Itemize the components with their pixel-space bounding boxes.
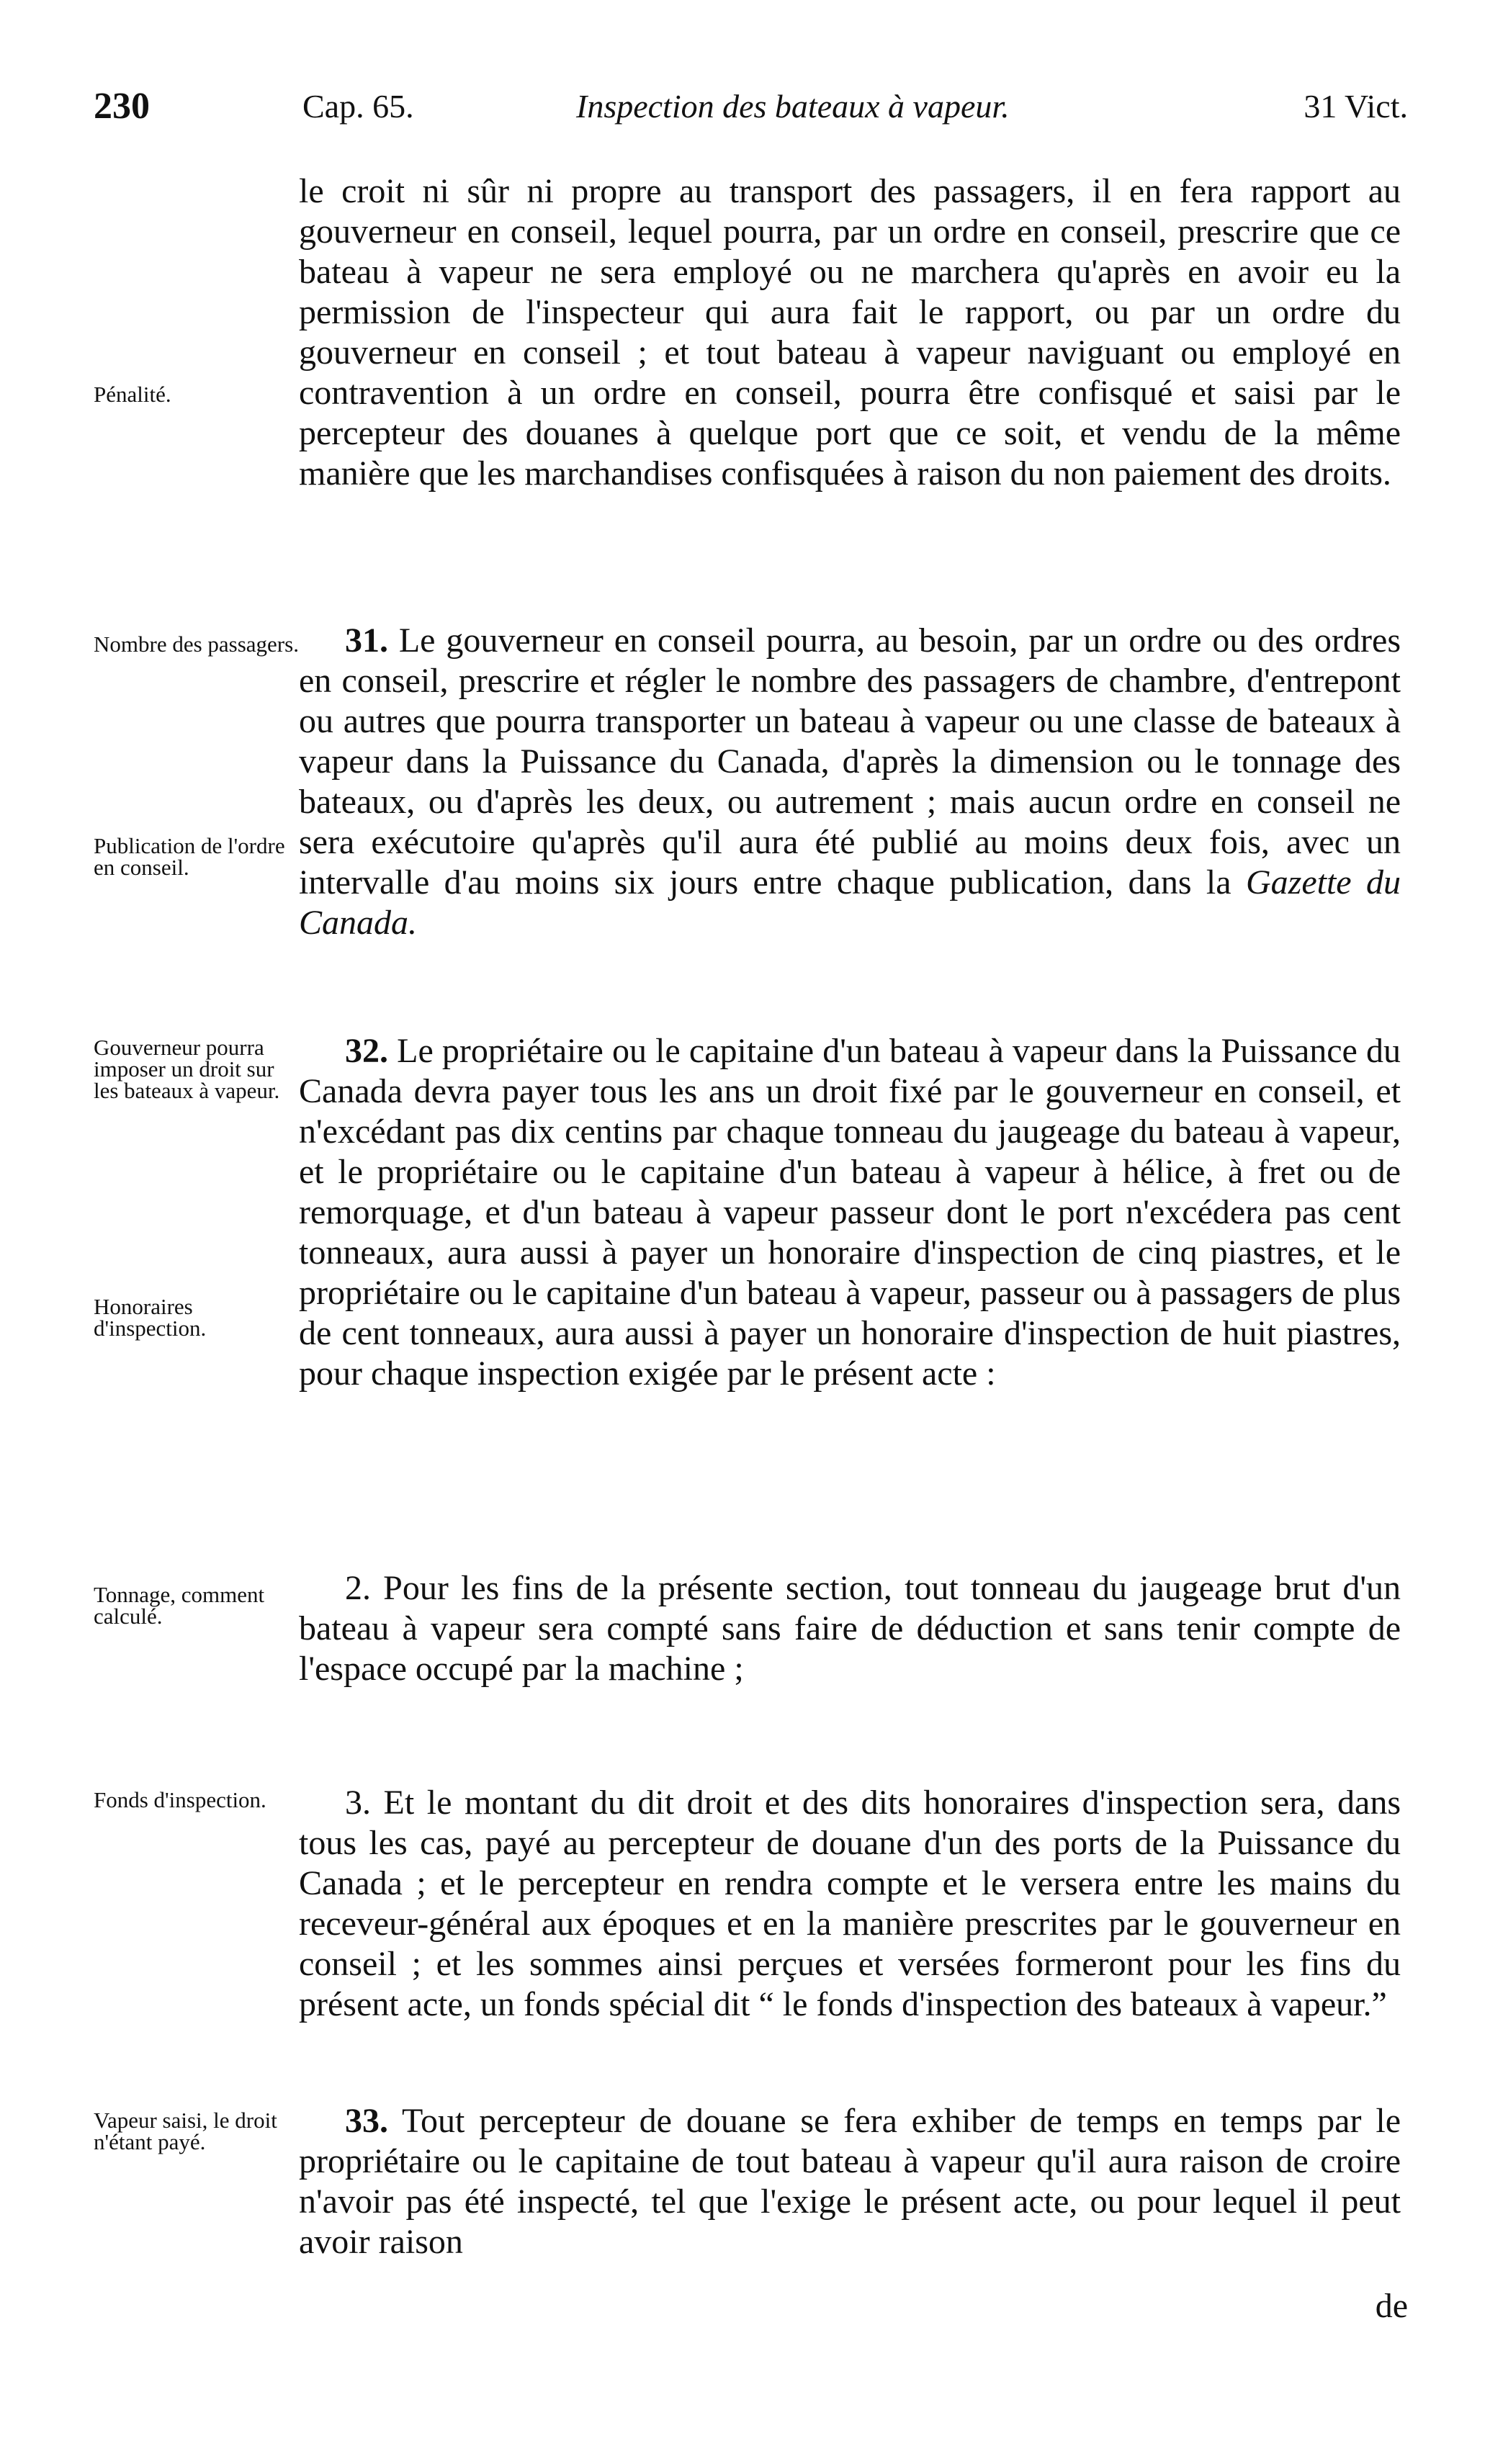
margin-note-penalite: Pénalité. (94, 382, 171, 407)
section-32 (299, 1031, 1401, 1394)
running-title: Inspection des bateaux à vapeur. (576, 88, 1010, 125)
margin-note-fonds: Fonds d'inspection. (94, 1787, 266, 1812)
chapter-label: Cap. 65. (302, 88, 414, 125)
section-number: 31. (345, 621, 388, 660)
gazette-title: Gazette du Canada. (299, 863, 1401, 942)
paragraph-continuation (299, 171, 1401, 494)
margin-note-nombre-passagers: Nombre des passagers. (94, 631, 299, 657)
margin-note-vapeur-saisi: Vapeur saisi, le droit n'étant payé. (94, 2108, 277, 2154)
session-label: 31 Vict. (1304, 88, 1408, 125)
section-33 (299, 2101, 1401, 2262)
margin-note-honoraires: Honoraires d'inspection. (94, 1294, 207, 1341)
paragraph-text: le croit ni sûr ni propre au transport des passagers, il en fera rapport au gouverneur en conseil, lequel pourra, par un ordre en conseil, prescrire que ce bateau à vapeur ne sera employé ou ne marchera qu'après en avoir eu la permission de l'inspecteur qui aura fait le rapport, ou par un ordre du gouverneur en conseil ; et tout bateau à vapeur naviguant ou employé en contravention à un ordre en conseil, pourra être confisqué et saisi par le percepteur des douanes à quelque port que ce soit, et vendu de la même manière que les marchandises confisquées à raison du non paiement des droits. (299, 172, 1401, 493)
margin-note-publication: Publication de l'ordre en conseil. (94, 833, 285, 880)
section-number: 33. (345, 2102, 388, 2140)
subsection-text: 2. Pour les fins de la présente section, tout tonneau du jaugeage brut d'un bateau à vapeur sera compté sans faire de déduction et sans tenir compte de l'espace occupé par la machine ; (299, 1569, 1401, 1688)
margin-note-tonnage: Tonnage, comment calculé. (94, 1582, 265, 1629)
section-31 (299, 621, 1401, 943)
page-number: 230 (94, 86, 150, 127)
catchword: de (1375, 2287, 1408, 2325)
section-text: Tout percepteur de douane se fera exhiber de temps en temps par le propriétaire ou le capitaine de tout bateau à vapeur qu'il aura raison de croire n'avoir pas été inspecté, tel que l'exige le présent acte, ou pour lequel il peut avoir raison (299, 2102, 1401, 2261)
section-text: Le propriétaire ou le capitaine d'un bateau à vapeur dans la Puissance du Canada devra payer tous les ans un droit fixé par le gouverneur en conseil, et n'excédant pas dix centins par chaque tonneau du jaugeage du bateau à vapeur, et le propriétaire ou le capitaine d'un bateau à vapeur à hélice, à fret ou de remorquage, et d'un bateau à vapeur passeur dont le port n'excédera pas cent tonneaux, aura aussi à payer un honoraire d'inspection de cinq piastres, et le propriétaire ou le capitaine d'un bateau à vapeur, passeur ou à passagers de plus de cent tonneaux, aura aussi à payer un honoraire d'inspection de huit piastres, pour chaque inspection exigée par le présent acte : (299, 1032, 1401, 1393)
subsection-32-2 (299, 1568, 1401, 1689)
subsection-32-3 (299, 1783, 1401, 2025)
section-text: Le gouverneur en conseil pourra, au besoin, par un ordre ou des ordres en conseil, prescrire et régler le nombre des passagers de chambre, d'entrepont ou autres que pourra transporter un bateau à vapeur ou une classe de bateaux à vapeur dans la Puissance du Canada, d'après la dimension ou le tonnage des bateaux, ou d'après les deux, ou autrement ; mais aucun ordre en conseil ne sera exécutoire qu'après qu'il aura été publié au moins deux fois, avec un intervalle d'au moins six jours entre chaque publication, dans la (299, 621, 1401, 901)
section-number: 32. (345, 1032, 388, 1070)
margin-note-gouverneur-droit: Gouverneur pourra imposer un droit sur les bateaux à vapeur. (94, 1035, 280, 1103)
running-header (94, 85, 1408, 135)
subsection-text: 3. Et le montant du dit droit et des dits honoraires d'inspection sera, dans tous les cas, payé au percepteur de douane d'un des ports de la Puissance du Canada ; et le percepteur en rendra compte et le versera entre les mains du receveur-général aux époques et en la manière prescrites par le gouverneur en conseil ; et les sommes ainsi perçues et versées formeront pour les fins du présent acte, un fonds spécial dit “ le fonds d'inspection des bateaux à vapeur.” (299, 1784, 1401, 2023)
